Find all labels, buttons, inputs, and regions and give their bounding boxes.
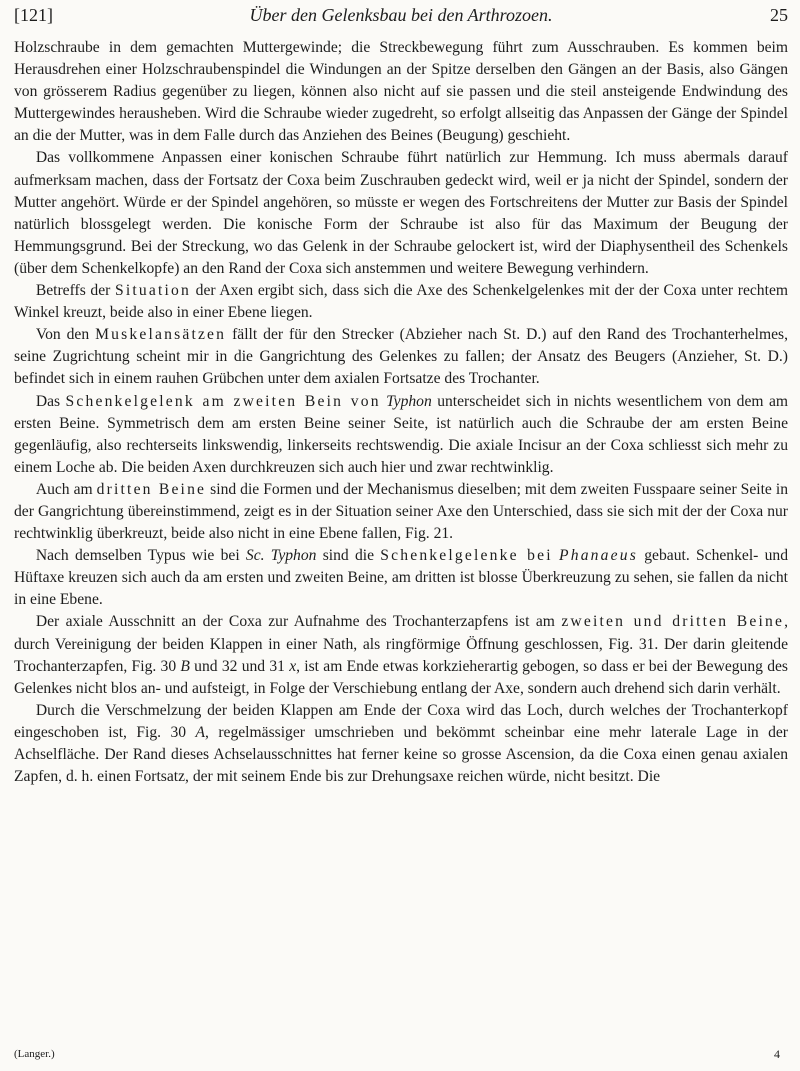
figure-letter: B [180, 657, 190, 675]
species-name: Sc. Typhon [245, 547, 317, 565]
spaced-term: zweiten und dritten Beine [561, 613, 785, 631]
body-text [14, 37, 788, 788]
paragraph-3 [14, 280, 788, 324]
text-run: Der axiale Ausschnitt an der Coxa zur Aufnahme des Trochanterzapfens ist am [35, 613, 562, 631]
text-run: Auch am [35, 480, 97, 498]
spaced-term: Muskelansätzen [95, 326, 227, 344]
species-name: Typhon [386, 392, 432, 410]
text-run: , regelmässiger umschrieben und bekömmt scheinbar eine mehr laterale Lage in der Achselfläche. Der Rand dieses Achselausschnittes hat ferner keine so grosse Ascension, da die Coxa einen genau axialen Zapfen, d. h. einen Fortsatz, der mit seinem Ende bis zur Drehungsaxe reichen würde, nicht besitzt. Die [14, 723, 789, 786]
text-run: Betreffs der [35, 282, 116, 300]
text-run: und 32 und 31 [189, 657, 290, 675]
paragraph-7 [14, 545, 788, 611]
paragraph-8 [14, 611, 788, 699]
spaced-term: Schenkelgelenk am zweiten Bein von [65, 392, 381, 410]
paragraph-9 [14, 700, 788, 788]
page-footer [14, 1045, 780, 1063]
paragraph-5 [14, 391, 788, 479]
page-number: 25 [770, 5, 788, 25]
paragraph-6 [14, 479, 788, 545]
text-run: fällt der für den Strecker (Abzieher nach St. D.) auf den Rand des Trochanterhelmes, seine Zugrichtung scheint mir in die Gangrichtung des Gelenkes zu fallen; der Ansatz des Beugers (Anzieher, St. D.) befindet sich in einem rauhen Grübchen unter dem axialen Fortsatze des Trochanter. [14, 326, 789, 388]
text-run: Von den [35, 326, 96, 344]
printer-signature: 4 [774, 1047, 780, 1061]
spaced-term: Schenkelgelenke bei [380, 547, 553, 565]
author-note: (Langer.) [14, 1048, 55, 1060]
paragraph-4 [14, 324, 788, 390]
running-title: Über den Gelenksbau bei den Arthrozoen. [249, 5, 553, 25]
running-header [14, 2, 788, 28]
paragraph-2: Das vollkommene Anpassen einer konischen Schraube führt natürlich zur Hemmung. Ich muss abermals darauf aufmerksam machen, dass der Fortsatz der Coxa beim Zuschrauben gedeckt wird, weil er ja nicht der Spindel, sondern der Mutter angehört. Würde er der Spindel angehören, so müsste er wegen des Fortschreitens der Mutter zur Basis der Spindel natürlich blossgelegt werden. Die konische Form der Schraube ist also für das Maximum der Beugung der Hemmungsgrund. Bei der Streckung, wo das Gelenk in der Schraube gelockert ist, wird der Diaphysentheil des Schenkels (über dem Schenkelkopfe) an den Rand der Coxa sich anstemmen und weitere Bewegung verhindern. [14, 149, 788, 277]
page-number-bracketed: [121] [14, 5, 53, 25]
figure-letter: x [289, 657, 297, 675]
spaced-term: dritten Beine [96, 480, 207, 498]
text-run: sind die [316, 547, 381, 565]
paragraph-1: Holzschraube in dem gemachten Muttergewinde; die Streckbewegung führt zum Ausschrauben. Es kommen beim Herausdrehen einer Holzschraubenspindel die Windungen an der Spitze derselben den Gängen an der Basis, also Gängen von grösserem Radius gegenüber zu liegen, können also nicht auf sie passen und die steil ansteigende Endwindung des Muttergewindes herausheben. Wird die Schraube wieder zugedreht, so erfolgt allseitig das Anpassen der Gänge der Spindel an die der Mutter, was in dem Falle durch das Anziehen des Beines (Beugung) geschieht. [14, 39, 788, 145]
text-run: Nach demselben Typus wie bei [35, 547, 246, 565]
spaced-term: Situation [115, 282, 191, 300]
figure-letter: A [195, 723, 206, 741]
text-run: , ist am Ende etwas korkzieherartig gebogen, so dass er bei der Bewegung des Gelenkes nicht blos an- und aufsteigt, in Folge der Verschiebung entlang der Axe, sondern auch drehend sich darin verhält. [14, 657, 788, 697]
text-run: gebaut. Schenkel- und Hüftaxe kreuzen sich auch da am ersten und zweiten Beine, am dritten ist blosse Überkreuzung zu sehen, sie fallen da nicht in eine Ebene. [14, 547, 789, 609]
text-run: , durch Vereinigung der beiden Klappen in einer Nath, als ringförmige Öffnung geschlossen, Fig. 31. Der darin gleitende Trochanterzapfen, Fig. 30 [14, 613, 788, 675]
text-run: sind die Formen und der Mechanismus dieselben; mit dem zweiten Fusspaare seiner Seite in der Gangrichtung übereinstimmend, zeigt es in der Situation seiner Axe den Unterschied, dass sie sich mit der der Coxa nur rechtwinklig überkreuzt, beide also nicht in eine Ebene fallen, Fig. 21. [14, 480, 788, 543]
genus-name: Phanaeus [559, 547, 638, 565]
text-run: Das [35, 392, 66, 410]
text-run: unterscheidet sich in nichts wesentlichem von dem am ersten Beine. Symmetrisch dem am ersten Beine seiner Seite, ist natürlich auch die Schraube der am ersten Beine gegenläufig, also rechterseits linkswendig, linkerseits rechtswendig. Die axiale Incisur an der Coxa schliesst sich mehr zu einem Loche ab. Die beiden Axen durchkreuzen sich auch hier und zwar rechtwinklig. [14, 392, 788, 476]
text-run: der Axen ergibt sich, dass sich die Axe des Schenkelgelenkes mit der der Coxa unter rechtem Winkel kreuzt, beide also in einer Ebene liegen. [14, 282, 788, 322]
text-run: Durch die Verschmelzung der beiden Klappen am Ende der Coxa wird das Loch, durch welches der Trochanterkopf eingeschoben ist, Fig. 30 [14, 701, 788, 741]
